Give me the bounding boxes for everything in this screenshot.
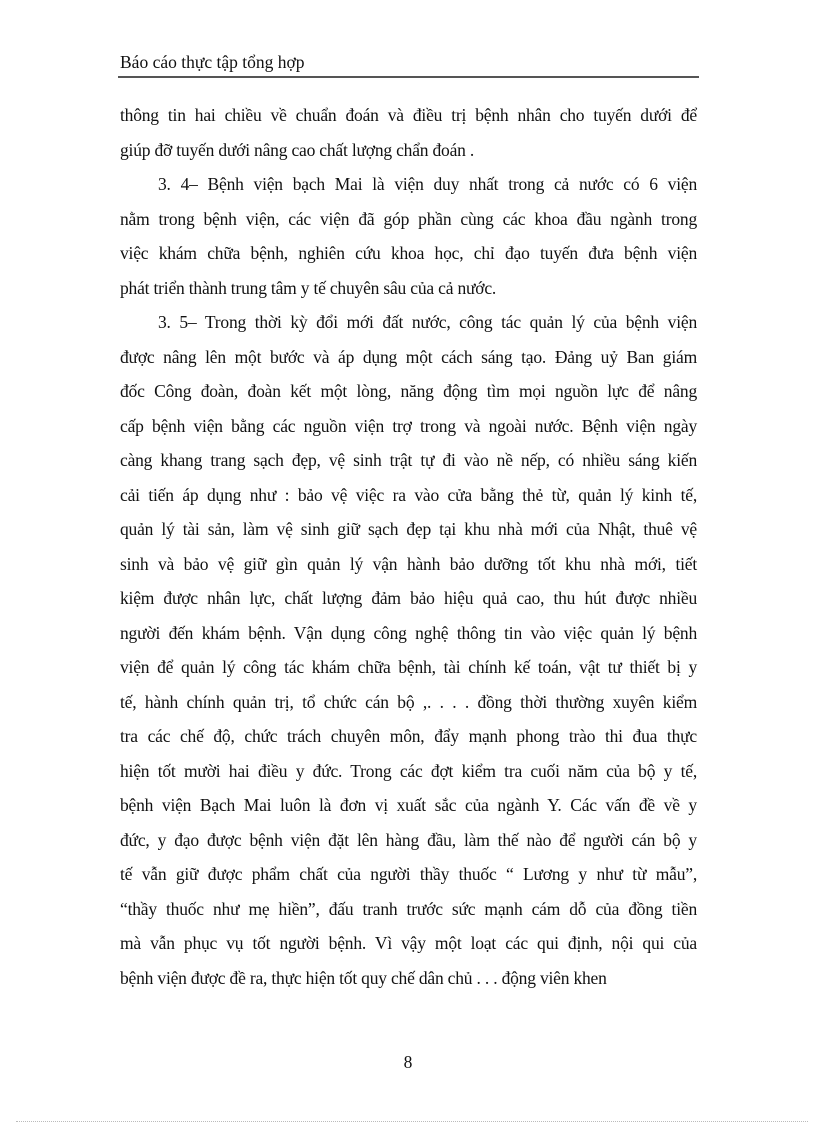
running-header: Báo cáo thực tập tổng hợp (120, 52, 305, 72)
text-line: quản lý tài sản, làm vệ sinh giữ sạch đẹp tại khu nhà mới của Nhật, thuê vệ (120, 519, 697, 539)
text-line: tra các chế độ, chức trách chuyên môn, đẩy mạnh phong trào thi đua thực (120, 726, 697, 746)
header-rule (118, 76, 699, 78)
text-line: 3. 4– Bệnh viện bạch Mai là viện duy nhất trong cả nước có 6 viện (158, 174, 697, 194)
text-line: người đến khám bệnh. Vận dụng công nghệ thông tin vào việc quản lý bệnh (120, 622, 697, 643)
text-line: giúp đỡ tuyến dưới nâng cao chất lượng chẩn đoán . (120, 139, 475, 160)
text-line: càng khang trang sạch đẹp, vệ sinh trật tự đi vào nề nếp, có nhiều sáng kiến (120, 450, 697, 470)
text-line: bệnh viện được đề ra, thực hiện tốt quy chế dân chủ . . . động viên khen (120, 967, 607, 988)
text-line: tế vẫn giữ được phẩm chất của người thầy thuốc “ Lương y như từ mẫu”, (120, 864, 697, 884)
text-line: phát triển thành trung tâm y tế chuyên sâu của cả nước. (120, 277, 497, 298)
page-bottom-dotted-border (16, 1121, 808, 1122)
body-text (120, 100, 697, 997)
text-line: 3. 5– Trong thời kỳ đổi mới đất nước, công tác quản lý của bệnh viện (158, 312, 697, 332)
text-line: việc khám chữa bệnh, nghiên cứu khoa học, chỉ đạo tuyến đưa bệnh viện (120, 243, 697, 263)
text-line: cải tiến áp dụng như : bảo vệ việc ra vào cửa bằng thẻ từ, quản lý kinh tế, (120, 484, 697, 505)
page-number: 8 (403, 1052, 413, 1072)
text-line: nằm trong bệnh viện, các viện đã góp phần cùng các khoa đầu ngành trong (120, 208, 697, 229)
text-line: kiệm được nhân lực, chất lượng đảm bảo hiệu quả cao, thu hút được nhiều (120, 588, 697, 608)
text-line: mà vẫn phục vụ tốt người bệnh. Vì vậy một loạt các qui định, nội qui của (120, 933, 697, 953)
text-line: thông tin hai chiều về chuẩn đoán và điều trị bệnh nhân cho tuyến dưới để (120, 105, 697, 125)
text-line: “thầy thuốc như mẹ hiền”, đấu tranh trước sức mạnh cám dỗ của đồng tiền (120, 898, 697, 919)
text-line: đốc Công đoàn, đoàn kết một lòng, năng động tìm mọi nguồn lực để nâng (120, 381, 697, 401)
text-line: cấp bệnh viện bằng các nguồn viện trợ trong và ngoài nước. Bệnh viện ngày (120, 415, 697, 436)
text-line: sinh và bảo vệ giữ gìn quản lý vận hành bảo dưỡng tốt khu nhà mới, tiết (120, 553, 697, 574)
text-line: tế, hành chính quản trị, tổ chức cán bộ ,. . . . đồng thời thường xuyên kiểm (120, 691, 697, 712)
text-line: hiện tốt mười hai điều y đức. Trong các đợt kiểm tra cuối năm của bộ y tế, (120, 760, 697, 781)
text-line: đức, y đạo được bệnh viện đặt lên hàng đầu, làm thế nào để người cán bộ y (120, 829, 697, 850)
text-line: viện để quản lý công tác khám chữa bệnh, tài chính kế toán, vật tư thiết bị y (120, 657, 697, 677)
text-line: được nâng lên một bước và áp dụng một cách sáng tạo. Đảng uỷ Ban giám (120, 346, 697, 367)
text-line: bệnh viện Bạch Mai luôn là đơn vị xuất sắc của ngành Y. Các vấn đề về y (120, 795, 697, 815)
